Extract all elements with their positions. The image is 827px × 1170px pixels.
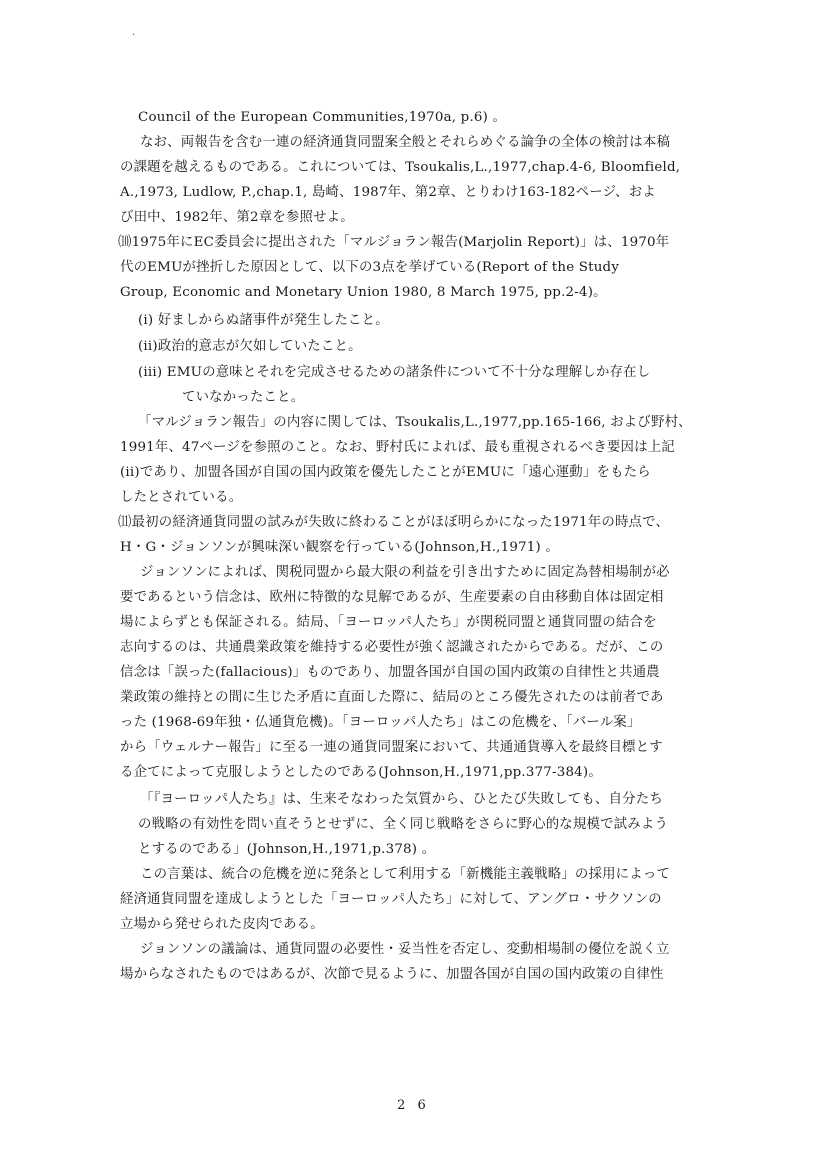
text-line-7: 代のEMUが挫折した原因として、以下の3点を挙げている(Report of the Study	[120, 260, 620, 275]
text-line-9: (i) 好ましからぬ諸事件が発生したこと。	[138, 313, 389, 328]
text-line-21: 場によらずとも保証される。結局、「ヨーロッパ人たち」が関税同盟と通貨同盟の結合を	[120, 615, 657, 630]
text-line-4: A.,1973, Ludlow, P.,chap.1, 島崎、1987年、第2章、とりわけ163-182ページ、およ	[120, 185, 656, 200]
text-line-32: 経済通貨同盟を達成しようとした「ヨーロッパ人たち」に対して、アングロ・サクソンの	[120, 892, 662, 907]
text-line-31: この言葉は、統合の危機を逆に発条として利用する「新機能主義戦略」の採用によって	[140, 867, 671, 882]
text-line-3: の課題を越えるものである。これについては、Tsoukalis,L.,1977,chap.4-6, Bloomfield,	[120, 160, 681, 175]
text-line-29: の戦略の有効性を問い直そうとせずに、全く同じ戦略をさらに野心的な規模で試みよう	[138, 817, 669, 832]
text-line-24: 業政策の維持との間に生じた矛盾に直面した際に、結局のところ優先されたのは前者であ	[120, 690, 664, 705]
text-line-22: 志向するのは、共通農業政策を維持する必要性が強く認識されたからである。だが、この	[120, 640, 664, 655]
text-line-15: (ii)であり、加盟各国が自国の国内政策を優先したことがEMUに「遠心運動」をもたら	[120, 465, 651, 480]
text-line-11: (iii) EMUの意味とそれを完成させるための諸条件について不十分な理解しか存在し	[138, 365, 651, 380]
text-line-33: 立場から発せられた皮肉である。	[120, 917, 324, 932]
text-line-10: (ii)政治的意志が欠如していたこと。	[138, 339, 362, 354]
text-line-2: なお、両報告を含む一連の経済通貨同盟案全般とそれらめぐる論争の全体の検討は本稿	[140, 135, 671, 150]
text-line-30: とするのである」(Johnson,H.,1971,p.378) 。	[138, 842, 436, 857]
text-line-1: Council of the European Communities,1970a, p.6) 。	[138, 110, 507, 125]
text-line-8: Group, Economic and Monetary Union 1980, 8 March 1975, pp.2-4)。	[120, 285, 607, 300]
text-line-12: ていなかったこと。	[182, 390, 305, 405]
corner-mark: ·	[132, 30, 136, 41]
text-line-20: 要であるという信念は、欧州に特徴的な見解であるが、生産要素の自由移動自体は固定相	[120, 590, 664, 605]
text-line-34: ジョンソンの議論は、通貨同盟の必要性・妥当性を否定し、変動相場制の優位を説く立	[140, 942, 670, 957]
text-line-35: 場からなされたものではあるが、次節で見るように、加盟各国が自国の国内政策の自律性	[120, 967, 664, 982]
text-line-28: 「『ヨーロッパ人たち』は、生来そなわった気質から、ひとたび失敗しても、自分たち	[140, 792, 663, 807]
text-line-14: 1991年、47ページを参照のこと。なお、野村氏によれば、最も重視されるべき要因は上記	[120, 440, 675, 455]
text-line-25: った (1968-69年独・仏通貨危機)。「ヨーロッパ人たち」はこの危機を、「バール案」	[120, 715, 641, 730]
text-line-19: ジョンソンによれば、関税同盟から最大限の利益を引き出すために固定為替相場制が必	[140, 565, 670, 580]
text-line-23: 信念は「誤った(fallacious)」ものであり、加盟各国が自国の国内政策の自律性と共通農	[120, 665, 660, 680]
page-number: 2 6	[397, 1098, 430, 1113]
text-line-17: ⑾最初の経済通貨同盟の試みが失敗に終わることがほぼ明らかになった1971年の時点で、	[118, 515, 670, 530]
text-line-26: から「ウェルナー報告」に至る一連の通貨同盟案において、共通通貨導入を最終目標とす	[120, 740, 663, 755]
text-line-5: び田中、1982年、第2章を参照せよ。	[120, 210, 354, 225]
text-line-16: したとされている。	[120, 490, 243, 505]
text-line-13: 「マルジョラン報告」の内容に関しては、Tsoukalis,L.,1977,pp.165-166, および野村、	[138, 415, 692, 430]
text-line-6: ⑽1975年にEC委員会に提出された「マルジョラン報告(Marjolin Report)」は、1970年	[118, 235, 670, 250]
text-line-18: H・G・ジョンソンが興味深い観察を行っている(Johnson,H.,1971) 。	[120, 540, 559, 555]
text-line-27: る企てによって克服しようとしたのである(Johnson,H.,1971,pp.377-384)。	[120, 765, 602, 780]
